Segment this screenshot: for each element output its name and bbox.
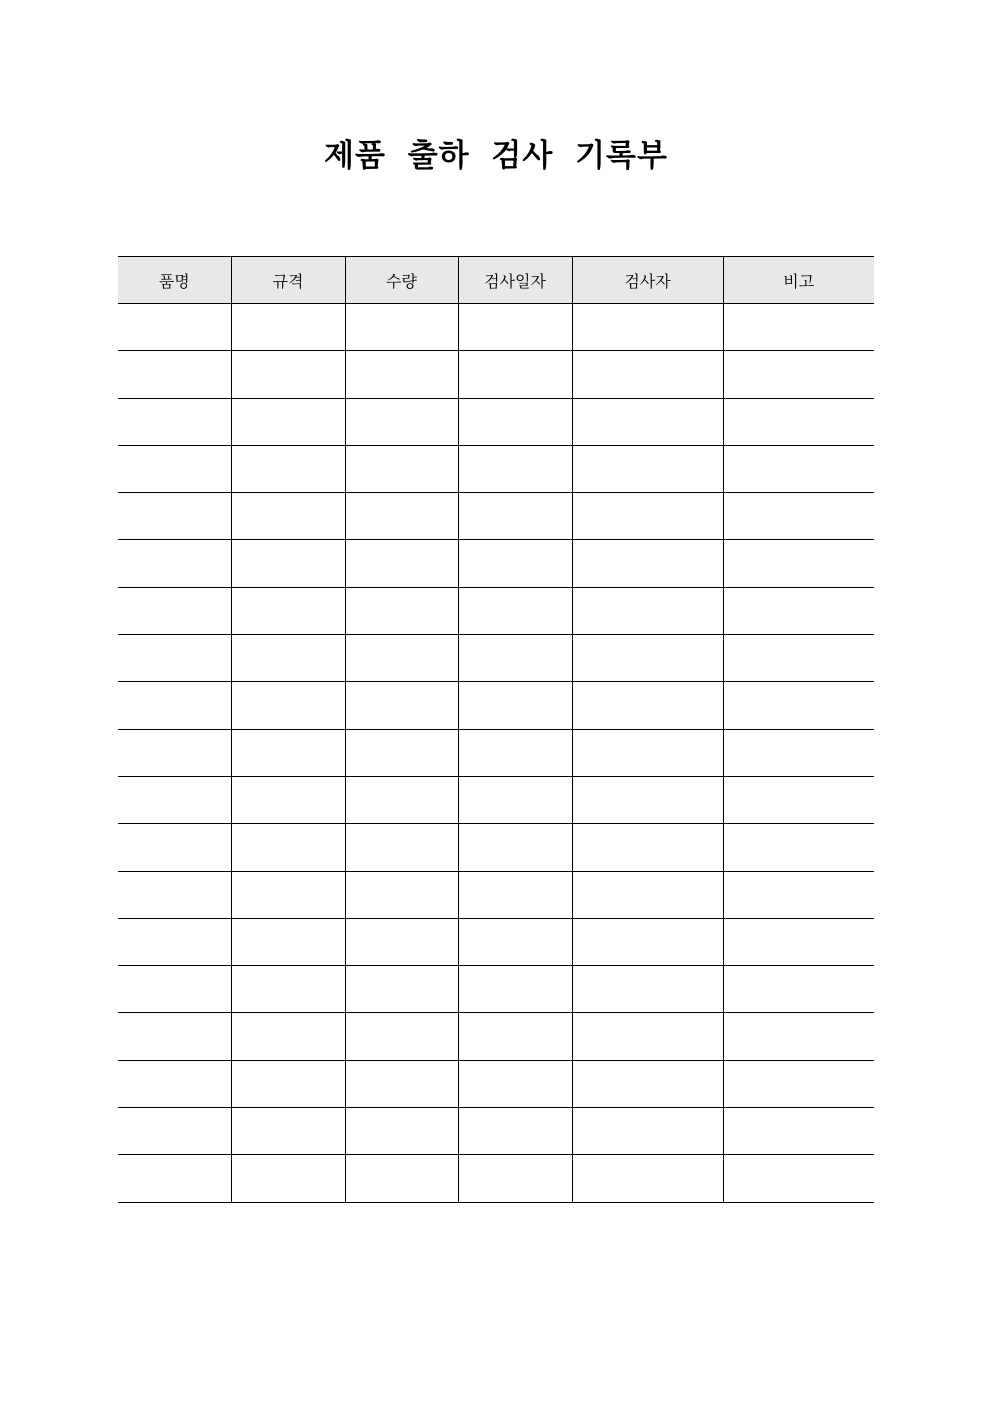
table-cell[interactable] [118, 1013, 231, 1060]
table-row [118, 871, 874, 918]
table-cell[interactable] [345, 1155, 458, 1202]
table-cell[interactable] [572, 776, 723, 823]
table-cell[interactable] [345, 587, 458, 634]
table-cell[interactable] [723, 304, 874, 351]
table-cell[interactable] [458, 871, 572, 918]
table-cell[interactable] [572, 871, 723, 918]
table-cell[interactable] [118, 445, 231, 492]
table-cell[interactable] [118, 493, 231, 540]
table-cell[interactable] [458, 918, 572, 965]
table-cell[interactable] [723, 824, 874, 871]
table-row [118, 824, 874, 871]
table-cell[interactable] [572, 493, 723, 540]
table-cell[interactable] [458, 824, 572, 871]
table-cell[interactable] [723, 776, 874, 823]
table-row [118, 398, 874, 445]
table-cell[interactable] [723, 682, 874, 729]
table-cell[interactable] [723, 1013, 874, 1060]
table-cell[interactable] [572, 351, 723, 398]
table-cell[interactable] [723, 540, 874, 587]
table-row [118, 540, 874, 587]
table-cell[interactable] [723, 398, 874, 445]
table-cell[interactable] [723, 635, 874, 682]
table-cell[interactable] [118, 540, 231, 587]
table-cell[interactable] [723, 1108, 874, 1155]
table-cell[interactable] [118, 304, 231, 351]
table-row [118, 1108, 874, 1155]
header-inspection-date: 검사일자 [458, 257, 572, 304]
table-cell[interactable] [231, 540, 345, 587]
table-cell[interactable] [118, 871, 231, 918]
table-cell[interactable] [723, 1155, 874, 1202]
table-cell[interactable] [458, 587, 572, 634]
table-row [118, 776, 874, 823]
table-cell[interactable] [231, 493, 345, 540]
table-cell[interactable] [572, 918, 723, 965]
table-cell[interactable] [118, 918, 231, 965]
table-cell[interactable] [723, 729, 874, 776]
table-cell[interactable] [723, 493, 874, 540]
table-cell[interactable] [458, 635, 572, 682]
table-cell[interactable] [723, 587, 874, 634]
table-cell[interactable] [572, 729, 723, 776]
table-cell[interactable] [458, 351, 572, 398]
table-cell[interactable] [231, 635, 345, 682]
table-cell[interactable] [231, 1060, 345, 1107]
table-cell[interactable] [345, 682, 458, 729]
table-body [118, 304, 874, 1203]
table-cell[interactable] [458, 966, 572, 1013]
table-cell[interactable] [458, 776, 572, 823]
table-cell[interactable] [458, 445, 572, 492]
table-cell[interactable] [572, 540, 723, 587]
table-cell[interactable] [458, 540, 572, 587]
table-cell[interactable] [572, 682, 723, 729]
table-cell[interactable] [345, 824, 458, 871]
table-cell[interactable] [231, 304, 345, 351]
table-cell[interactable] [572, 966, 723, 1013]
table-cell[interactable] [723, 871, 874, 918]
table-cell[interactable] [231, 351, 345, 398]
table-cell[interactable] [458, 304, 572, 351]
table-cell[interactable] [231, 1108, 345, 1155]
table-cell[interactable] [231, 587, 345, 634]
page-title: 제품 출하 검사 기록부 [324, 138, 668, 174]
table-cell[interactable] [231, 824, 345, 871]
table-cell[interactable] [231, 1013, 345, 1060]
table-cell[interactable] [572, 635, 723, 682]
table-row [118, 304, 874, 351]
table-cell[interactable] [231, 776, 345, 823]
table-row [118, 682, 874, 729]
table-cell[interactable] [345, 1108, 458, 1155]
table-cell[interactable] [118, 682, 231, 729]
header-quantity: 수량 [345, 257, 458, 304]
table-cell[interactable] [723, 966, 874, 1013]
table-cell[interactable] [723, 1060, 874, 1107]
table-cell[interactable] [118, 1155, 231, 1202]
table-row [118, 587, 874, 634]
table-cell[interactable] [345, 918, 458, 965]
table-cell[interactable] [458, 729, 572, 776]
header-remarks: 비고 [723, 257, 874, 304]
table-cell[interactable] [345, 540, 458, 587]
table-cell[interactable] [572, 398, 723, 445]
table-row [118, 635, 874, 682]
table-cell[interactable] [345, 729, 458, 776]
table-cell[interactable] [118, 1108, 231, 1155]
table-row [118, 729, 874, 776]
table-cell[interactable] [572, 1155, 723, 1202]
table-cell[interactable] [572, 1013, 723, 1060]
table-cell[interactable] [231, 398, 345, 445]
table-cell[interactable] [345, 776, 458, 823]
table-cell[interactable] [345, 635, 458, 682]
table-cell[interactable] [118, 776, 231, 823]
table-cell[interactable] [458, 1013, 572, 1060]
table-cell[interactable] [572, 824, 723, 871]
table-cell[interactable] [231, 682, 345, 729]
table-cell[interactable] [572, 1060, 723, 1107]
table-cell[interactable] [458, 1060, 572, 1107]
table-cell[interactable] [345, 1060, 458, 1107]
table-cell[interactable] [345, 351, 458, 398]
table-cell[interactable] [118, 966, 231, 1013]
table-cell[interactable] [345, 1013, 458, 1060]
table-cell[interactable] [118, 635, 231, 682]
table-row [118, 1060, 874, 1107]
table-cell[interactable] [345, 398, 458, 445]
table-cell[interactable] [458, 1108, 572, 1155]
table-cell[interactable] [572, 587, 723, 634]
table-cell[interactable] [231, 871, 345, 918]
table-cell[interactable] [118, 351, 231, 398]
header-product-name: 품명 [118, 257, 231, 304]
table-cell[interactable] [118, 398, 231, 445]
table-row [118, 966, 874, 1013]
table-cell[interactable] [118, 729, 231, 776]
table-cell[interactable] [345, 871, 458, 918]
table-cell[interactable] [231, 918, 345, 965]
table-header-row [118, 257, 874, 304]
table-cell[interactable] [345, 304, 458, 351]
table-cell[interactable] [118, 824, 231, 871]
table-cell[interactable] [118, 587, 231, 634]
table-cell[interactable] [723, 351, 874, 398]
header-specification: 규격 [231, 257, 345, 304]
table-cell[interactable] [345, 445, 458, 492]
table-cell[interactable] [118, 1060, 231, 1107]
table-cell[interactable] [572, 304, 723, 351]
table-row [118, 351, 874, 398]
table-cell[interactable] [345, 493, 458, 540]
table-cell[interactable] [231, 966, 345, 1013]
table-cell[interactable] [723, 445, 874, 492]
table-cell[interactable] [458, 682, 572, 729]
table-cell[interactable] [345, 966, 458, 1013]
table-cell[interactable] [231, 729, 345, 776]
table-cell[interactable] [572, 1108, 723, 1155]
inspection-record-table [118, 256, 874, 1203]
table-row [118, 1155, 874, 1202]
table-cell[interactable] [231, 445, 345, 492]
table-row [118, 1013, 874, 1060]
table-cell[interactable] [572, 445, 723, 492]
table-cell[interactable] [458, 493, 572, 540]
table-row [118, 445, 874, 492]
table-cell[interactable] [723, 918, 874, 965]
header-inspector: 검사자 [572, 257, 723, 304]
table-cell[interactable] [458, 398, 572, 445]
table-row [118, 493, 874, 540]
table-cell[interactable] [458, 1155, 572, 1202]
table-cell[interactable] [231, 1155, 345, 1202]
table-row [118, 918, 874, 965]
